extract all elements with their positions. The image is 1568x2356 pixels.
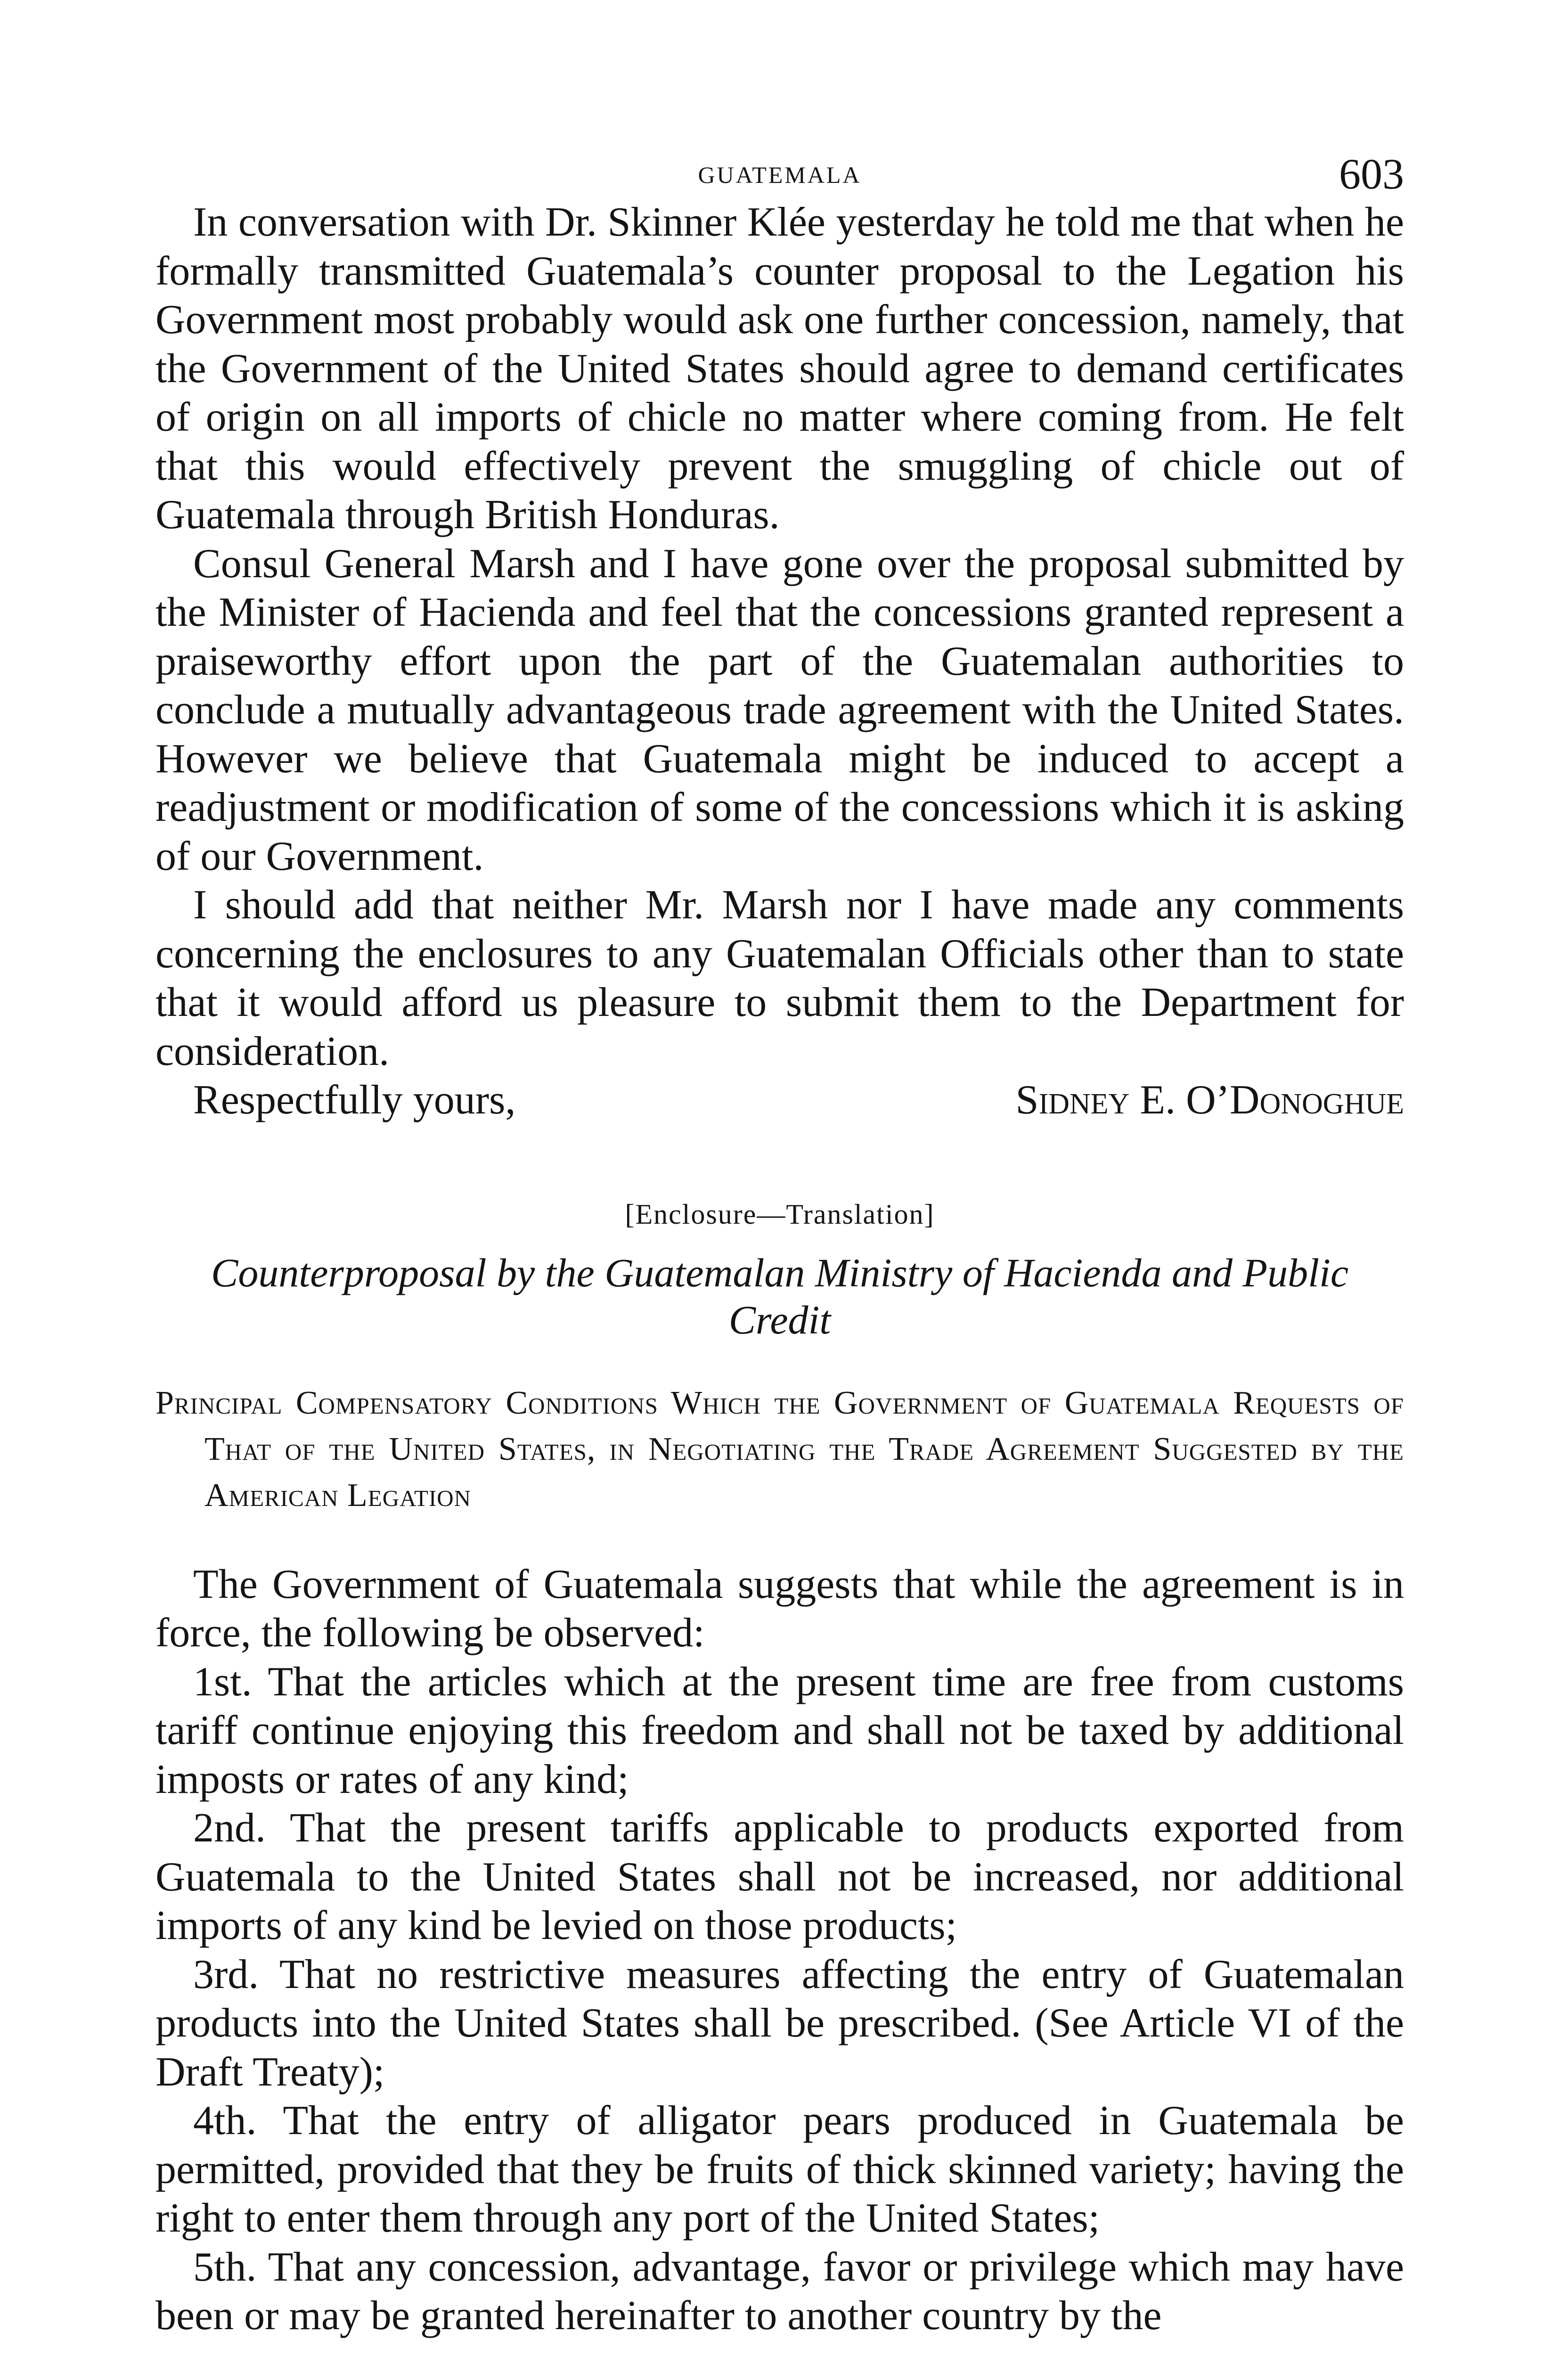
letter-closing [155, 1076, 1404, 1125]
enclosure-paragraph-2nd: 2nd. That the present tariffs applicable to products exported from Guatemala to the United States shall not be increased, nor additional imports of any kind be levied on those products; [155, 1805, 1404, 1948]
enclosure-body [155, 1560, 1404, 2340]
letter-paragraph-1: In conversation with Dr. Skinner Klée yesterday he told me that when he formally transmitted Guatemala’s counter proposal to the Legation his Government most probably would ask one further concession, namely, that the Government of the United States should agree to demand certificates of origin on all imports of chicle no matter where coming from. He felt that this would effectively prevent the smuggling of chicle out of Guatemala through British Honduras. [155, 199, 1404, 538]
document-page [155, 141, 1404, 2340]
letter-paragraph-2: Consul General Marsh and I have gone over the proposal submitted by the Minister of Hacienda and feel that the concessions granted represent a praiseworthy effort upon the part of the Guatemalan authorities to conclude a mutually advantageous trade agreement with the United States. However we believe that Guatemala might be induced to accept a readjustment or modification of some of the concessions which it is asking of our Government. [155, 540, 1404, 879]
running-header [155, 141, 1404, 198]
letter-body [155, 198, 1404, 1125]
signature: Sidney E. O’Donoghue [1015, 1077, 1404, 1123]
letter-paragraph-3: I should add that neither Mr. Marsh nor I have made any comments concerning the enclosures to any Guatemalan Officials other than to state that it would afford us pleasure to submit them to the Department for consideration. [155, 882, 1404, 1074]
page-number: 603 [1339, 150, 1404, 198]
enclosure-paragraph-3rd: 3rd. That no restrictive measures affecting the entry of Guatemalan products into the United States shall be prescribed. (See Article VI of the Draft Treaty); [155, 1951, 1404, 2095]
enclosure-label: [Enclosure—Translation] [625, 1198, 935, 1230]
enclosure-paragraph-intro: The Government of Guatemala suggests that while the agreement is in force, the following be observed: [155, 1561, 1404, 1656]
enclosure-paragraph-5th: 5th. That any concession, advantage, favor or privilege which may have been or may be granted hereinafter to another country by the [155, 2244, 1404, 2339]
enclosure-title: Counterproposal by the Guatemalan Ministry of Hacienda and Public Credit [211, 1250, 1349, 1342]
enclosure-paragraph-4th: 4th. That the entry of alligator pears produced in Guatemala be permitted, provided that they be fruits of thick skinned variety; having the right to enter them through any port of the United States; [155, 2098, 1404, 2241]
running-head-title: GUATEMALA [698, 162, 862, 188]
enclosure-subheading: Principal Compensatory Conditions Which the Government of Guatemala Requests of That of the United States, in Negotiating the Trade Agreement Suggested by the American Legation [155, 1384, 1404, 1513]
closing-phrase: Respectfully yours, [193, 1077, 516, 1123]
enclosure-paragraph-1st: 1st. That the articles which at the present time are free from customs tariff continue enjoying this freedom and shall not be taxed by additional imposts or rates of any kind; [155, 1659, 1404, 1802]
